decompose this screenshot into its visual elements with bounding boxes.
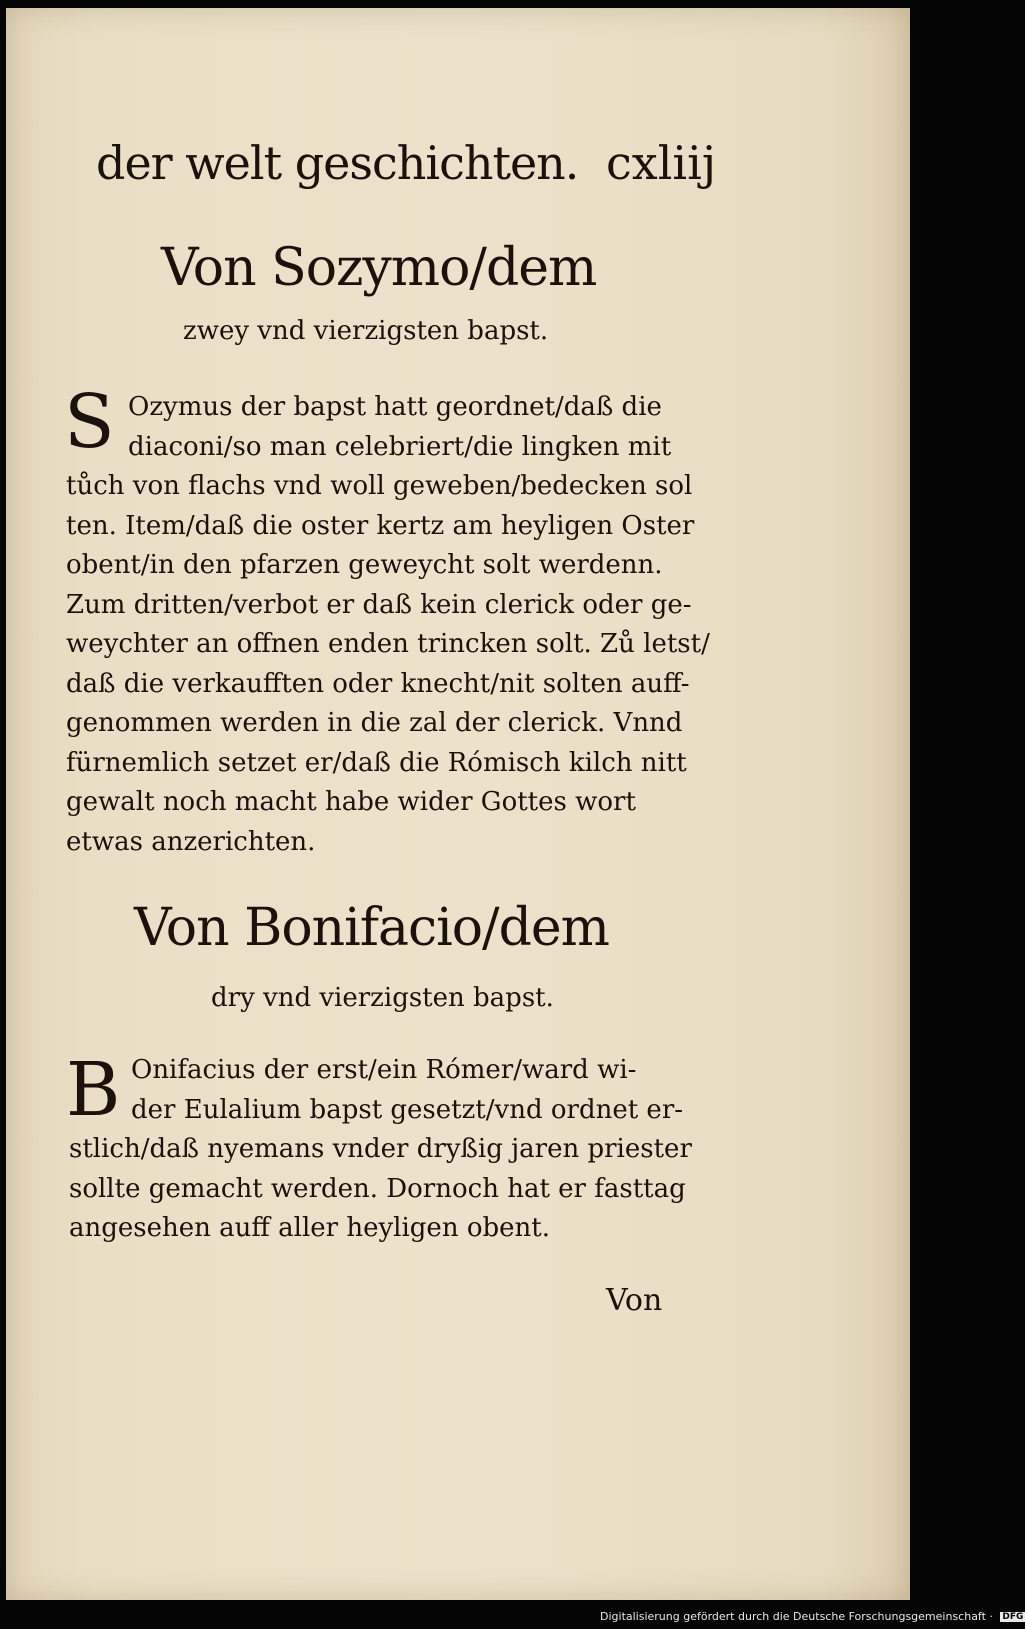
text-line: der Eulalium bapst gesetzt/vnd ordnet er- — [131, 1094, 684, 1125]
text-line: weychter an offnen enden trincken solt. Zů letst/ — [66, 629, 710, 659]
text-line: Ozymus der bapst hatt geordnet/daß die — [128, 392, 662, 422]
text-line: stlich/daß nyemans vnder dryßig jaren priester — [69, 1134, 692, 1164]
text-line: Onifacius der erst/ein Rómer/ward wi- — [131, 1055, 637, 1085]
text-line: gewalt noch macht habe wider Gottes wort — [66, 787, 636, 817]
text-line: etwas anzerichten. — [66, 826, 316, 857]
text-line: sollte gemacht werden. Dornoch hat er fasttag — [69, 1173, 686, 1204]
dfg-logo: DFG — [1002, 1612, 1024, 1622]
text-line: obent/in den pfarzen geweycht solt werdenn. — [66, 550, 663, 580]
book-page — [6, 8, 910, 1600]
text-line: ten. Item/daß die oster kertz am heyligen Oster — [66, 510, 695, 541]
text-line: tůch von flachs vnd woll geweben/bedecken sol — [66, 471, 693, 501]
digitization-credit — [600, 1610, 1025, 1623]
running-title: der welt geschichten. — [96, 136, 579, 190]
text-line: angesehen auff aller heyligen obent. — [69, 1213, 550, 1243]
text-line: daß die verkaufften oder knecht/nit solten auff- — [66, 668, 690, 699]
text-line: diaconi/so man celebriert/die lingken mit — [128, 431, 672, 462]
drop-cap-b: B — [66, 1047, 121, 1133]
drop-cap-s: S — [64, 379, 115, 465]
text-line: fürnemlich setzet er/daß die Rómisch kilch nitt — [66, 747, 687, 778]
section-subheading-sozymo: zwey vnd vierzigsten bapst. — [183, 316, 549, 346]
paragraph-bonifacio — [69, 1051, 692, 1249]
section-heading-bonifacio: Von Bonifacio/dem — [134, 898, 609, 958]
catchword: Von — [606, 1283, 663, 1318]
credit-text: Digitalisierung gefördert durch die Deutsche Forschungsgemeinschaft · — [600, 1610, 993, 1623]
paragraph-sozymo — [66, 388, 710, 862]
folio-number: cxliij — [606, 136, 717, 190]
section-heading-sozymo: Von Sozymo/dem — [161, 238, 597, 298]
text-line: Zum dritten/verbot er daß kein clerick oder ge- — [66, 589, 692, 620]
text-line: genommen werden in die zal der clerick. Vnnd — [66, 708, 683, 738]
section-subheading-bonifacio: dry vnd vierzigsten bapst. — [211, 983, 554, 1013]
